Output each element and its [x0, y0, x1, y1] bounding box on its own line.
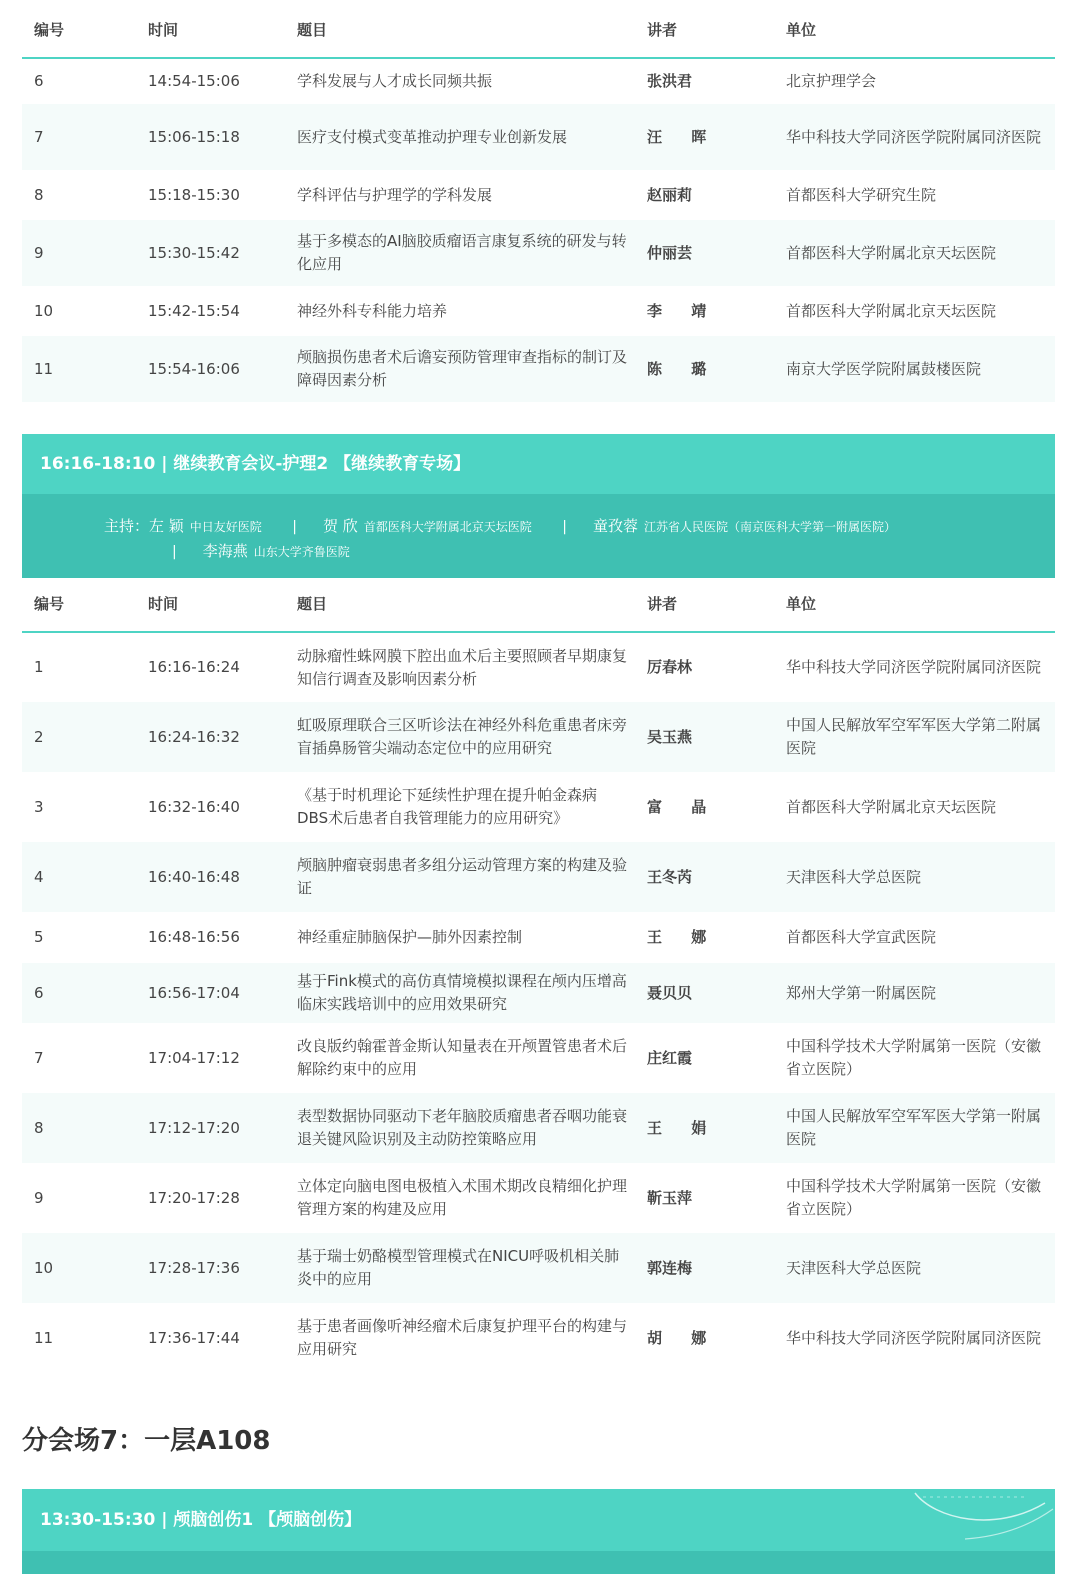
cell-title: 动脉瘤性蛛网膜下腔出血术后主要照顾者早期康复知信行调查及影响因素分析: [297, 646, 628, 688]
cell-org: 华中科技大学同济医学院附属同济医院: [786, 104, 1055, 170]
host-label: 主持：: [104, 517, 150, 535]
cell-speaker: 庄红霞: [647, 1048, 693, 1067]
session-banner: [22, 1489, 1055, 1574]
cell-speaker: 赵丽莉: [647, 185, 693, 204]
cell-no: 9: [34, 1188, 44, 1207]
cell-time: 17:28-17:36: [148, 1233, 297, 1303]
cell-time: 17:04-17:12: [148, 1048, 240, 1067]
cell-speaker: 陈 璐: [647, 336, 786, 402]
host-separator: |: [292, 519, 297, 535]
cell-speaker: 吴玉燕: [647, 702, 786, 772]
cell-title: 神经重症肺脑保护—肺外因素控制: [297, 928, 523, 946]
table-row: [22, 1303, 1055, 1373]
cell-no: 10: [22, 1233, 148, 1303]
cell-time: 17:36-17:44: [148, 1328, 240, 1347]
cell-time: 15:18-15:30: [148, 185, 240, 204]
host-institution: 中日友好医院: [189, 520, 262, 534]
header-time: 时间: [148, 576, 297, 632]
table-row: [22, 1023, 1055, 1093]
cell-speaker: 胡 娜: [647, 1328, 719, 1347]
cell-time: 17:12-17:20: [148, 1093, 297, 1163]
cell-no: 8: [22, 1093, 148, 1163]
cell-title: 《基于时机理论下延续性护理在提升帕金森病DBS术后患者自我管理能力的应用研究》: [297, 786, 598, 827]
header-title: 题目: [297, 576, 647, 632]
cell-org: 中国人民解放军空军军医大学第一附属医院: [786, 1093, 1055, 1163]
cell-speaker: 靳玉萍: [647, 1188, 693, 1207]
cell-speaker: 王 娜: [647, 928, 719, 946]
cell-no: 6: [22, 963, 148, 1023]
table-header-row: [22, 2, 1055, 58]
cell-title: 基于瑞士奶酪模型管理模式在NICU呼吸机相关肺炎中的应用: [297, 1233, 647, 1303]
cell-title: 神经外科专科能力培养: [297, 301, 448, 320]
host-name: 李海燕: [202, 542, 248, 560]
cell-org: 中国科学技术大学附属第一医院（安徽省立医院）: [786, 1177, 1042, 1218]
cell-no: 11: [34, 1328, 54, 1347]
host-institution: 山东大学齐鲁医院: [253, 545, 350, 559]
cell-org: 首都医科大学附属北京天坛医院: [786, 301, 997, 320]
cell-org: 首都医科大学附属北京天坛医院: [786, 797, 997, 816]
table-header-row: [22, 576, 1055, 632]
cell-title: 虹吸原理联合三区听诊法在神经外科危重患者床旁盲插鼻肠管尖端动态定位中的应用研究: [297, 702, 647, 772]
host-institution: 首都医科大学附属北京天坛医院: [363, 520, 532, 534]
cell-speaker: 张洪君: [647, 72, 693, 90]
cell-title: 基于患者画像听神经瘤术后康复护理平台的构建与应用研究: [297, 1317, 628, 1358]
cell-org: 华中科技大学同济医学院附属同济医院: [786, 658, 1042, 676]
session-hosts: [22, 494, 1055, 578]
cell-speaker: 仲丽芸: [647, 220, 786, 286]
cell-title: 学科评估与护理学的学科发展: [297, 185, 493, 204]
cell-org: 中国科学技术大学附属第一医院（安徽省立医院）: [786, 1037, 1042, 1078]
cell-time: 16:24-16:32: [148, 702, 297, 772]
header-title: 题目: [297, 2, 647, 58]
cell-no: 11: [22, 336, 148, 402]
cell-org: 华中科技大学同济医学院附属同济医院: [786, 1328, 1042, 1347]
cell-org: 天津医科大学总医院: [786, 1233, 1055, 1303]
host-name: 童孜蓉: [592, 517, 638, 535]
header-no: 编号: [22, 2, 148, 58]
cell-no: 8: [34, 185, 44, 204]
cell-title: 基于Fink模式的高仿真情境模拟课程在颅内压增高临床实践培训中的应用效果研究: [297, 963, 647, 1023]
cell-time: 16:16-16:24: [148, 658, 240, 676]
cell-speaker: 郭连梅: [647, 1233, 786, 1303]
cell-org: 南京大学医学院附属鼓楼医院: [786, 336, 1055, 402]
header-time: 时间: [148, 2, 297, 58]
cell-speaker: 聂贝贝: [647, 963, 786, 1023]
table-row: [22, 842, 1055, 912]
table-row: [22, 220, 1055, 286]
table-row: [22, 104, 1055, 170]
schedule-table-2: [22, 576, 1055, 1373]
cell-no: 1: [34, 658, 44, 676]
cell-org: 中国人民解放军空军军医大学第二附属医院: [786, 702, 1055, 772]
cell-title: 颅脑肿瘤衰弱患者多组分运动管理方案的构建及验证: [297, 842, 647, 912]
host-separator: |: [562, 519, 567, 535]
cell-speaker: 富 晶: [647, 797, 719, 816]
header-no: 编号: [22, 576, 148, 632]
table-row: [22, 286, 1055, 336]
cell-time: 16:32-16:40: [148, 797, 240, 816]
host-separator: |: [172, 544, 177, 560]
cell-org: 首都医科大学宣武医院: [786, 928, 937, 946]
cell-title: 表型数据协同驱动下老年脑胶质瘤患者吞咽功能衰退关键风险识别及主动防控策略应用: [297, 1093, 647, 1163]
cell-speaker: 汪 晖: [647, 104, 786, 170]
cell-speaker: 王冬芮: [647, 842, 786, 912]
cell-time: 16:40-16:48: [148, 842, 297, 912]
cell-no: 7: [34, 1048, 44, 1067]
table-row: [22, 1233, 1055, 1303]
cell-time: 14:54-15:06: [148, 72, 240, 90]
table-row: [22, 170, 1055, 220]
header-org: 单位: [786, 576, 1055, 632]
cell-no: 6: [34, 72, 44, 90]
cell-org: 首都医科大学研究生院: [786, 185, 937, 204]
table-row: [22, 1093, 1055, 1163]
cell-no: 10: [34, 301, 54, 320]
table-row: [22, 912, 1055, 963]
cell-speaker: 王 娟: [647, 1093, 786, 1163]
cell-no: 9: [22, 220, 148, 286]
cell-title: 医疗支付模式变革推动护理专业创新发展: [297, 104, 647, 170]
cell-title: 颅脑损伤患者术后谵妄预防管理审查指标的制订及障碍因素分析: [297, 336, 647, 402]
cell-no: 5: [34, 928, 44, 946]
cell-org: 天津医科大学总医院: [786, 842, 1055, 912]
table-row: [22, 963, 1055, 1023]
cell-speaker: 厉春林: [647, 658, 693, 676]
table-row: [22, 1163, 1055, 1233]
header-org: 单位: [786, 2, 1055, 58]
cell-no: 4: [22, 842, 148, 912]
schedule-table-1: [22, 2, 1055, 402]
session-title: 16:16-18:10 | 继续教育会议-护理2 【继续教育专场】: [40, 454, 471, 474]
header-speaker: 讲者: [647, 2, 786, 58]
cell-time: 15:54-16:06: [148, 336, 297, 402]
host-name: 贺 欣: [322, 517, 358, 535]
cell-time: 15:06-15:18: [148, 104, 297, 170]
cell-time: 15:30-15:42: [148, 220, 297, 286]
cell-no: 7: [22, 104, 148, 170]
decorative-swoosh-icon: [905, 1489, 1055, 1551]
cell-no: 3: [34, 797, 44, 816]
cell-speaker: 李 靖: [647, 301, 719, 320]
cell-time: 17:20-17:28: [148, 1188, 240, 1207]
table-row: [22, 702, 1055, 772]
host-institution: 江苏省人民医院（南京医科大学第一附属医院）: [643, 520, 896, 534]
header-speaker: 讲者: [647, 576, 786, 632]
session-hosts-strip: [22, 1551, 1055, 1574]
cell-title: 立体定向脑电图电极植入术围术期改良精细化护理管理方案的构建及应用: [297, 1177, 628, 1218]
cell-time: 16:56-17:04: [148, 963, 297, 1023]
table-row: [22, 772, 1055, 842]
cell-org: 北京护理学会: [786, 72, 877, 90]
host-name: 左 颖: [149, 517, 184, 535]
cell-title: 学科发展与人才成长同频共振: [297, 72, 493, 90]
cell-no: 2: [22, 702, 148, 772]
cell-time: 16:48-16:56: [148, 928, 240, 946]
cell-org: 郑州大学第一附属医院: [786, 963, 1055, 1023]
cell-time: 15:42-15:54: [148, 301, 240, 320]
cell-title: 基于多模态的AI脑胶质瘤语言康复系统的研发与转化应用: [297, 220, 647, 286]
cell-title: 改良版约翰霍普金斯认知量表在开颅置管患者术后解除约束中的应用: [297, 1037, 628, 1078]
table-row: [22, 58, 1055, 104]
session-banner: [22, 434, 1055, 574]
cell-org: 首都医科大学附属北京天坛医院: [786, 220, 1055, 286]
table-row: [22, 632, 1055, 702]
venue-heading: 分会场7：一层A108: [22, 1426, 271, 1456]
session-title: 13:30-15:30 | 颅脑创伤1 【颅脑创伤】: [40, 1510, 362, 1530]
table-row: [22, 336, 1055, 402]
